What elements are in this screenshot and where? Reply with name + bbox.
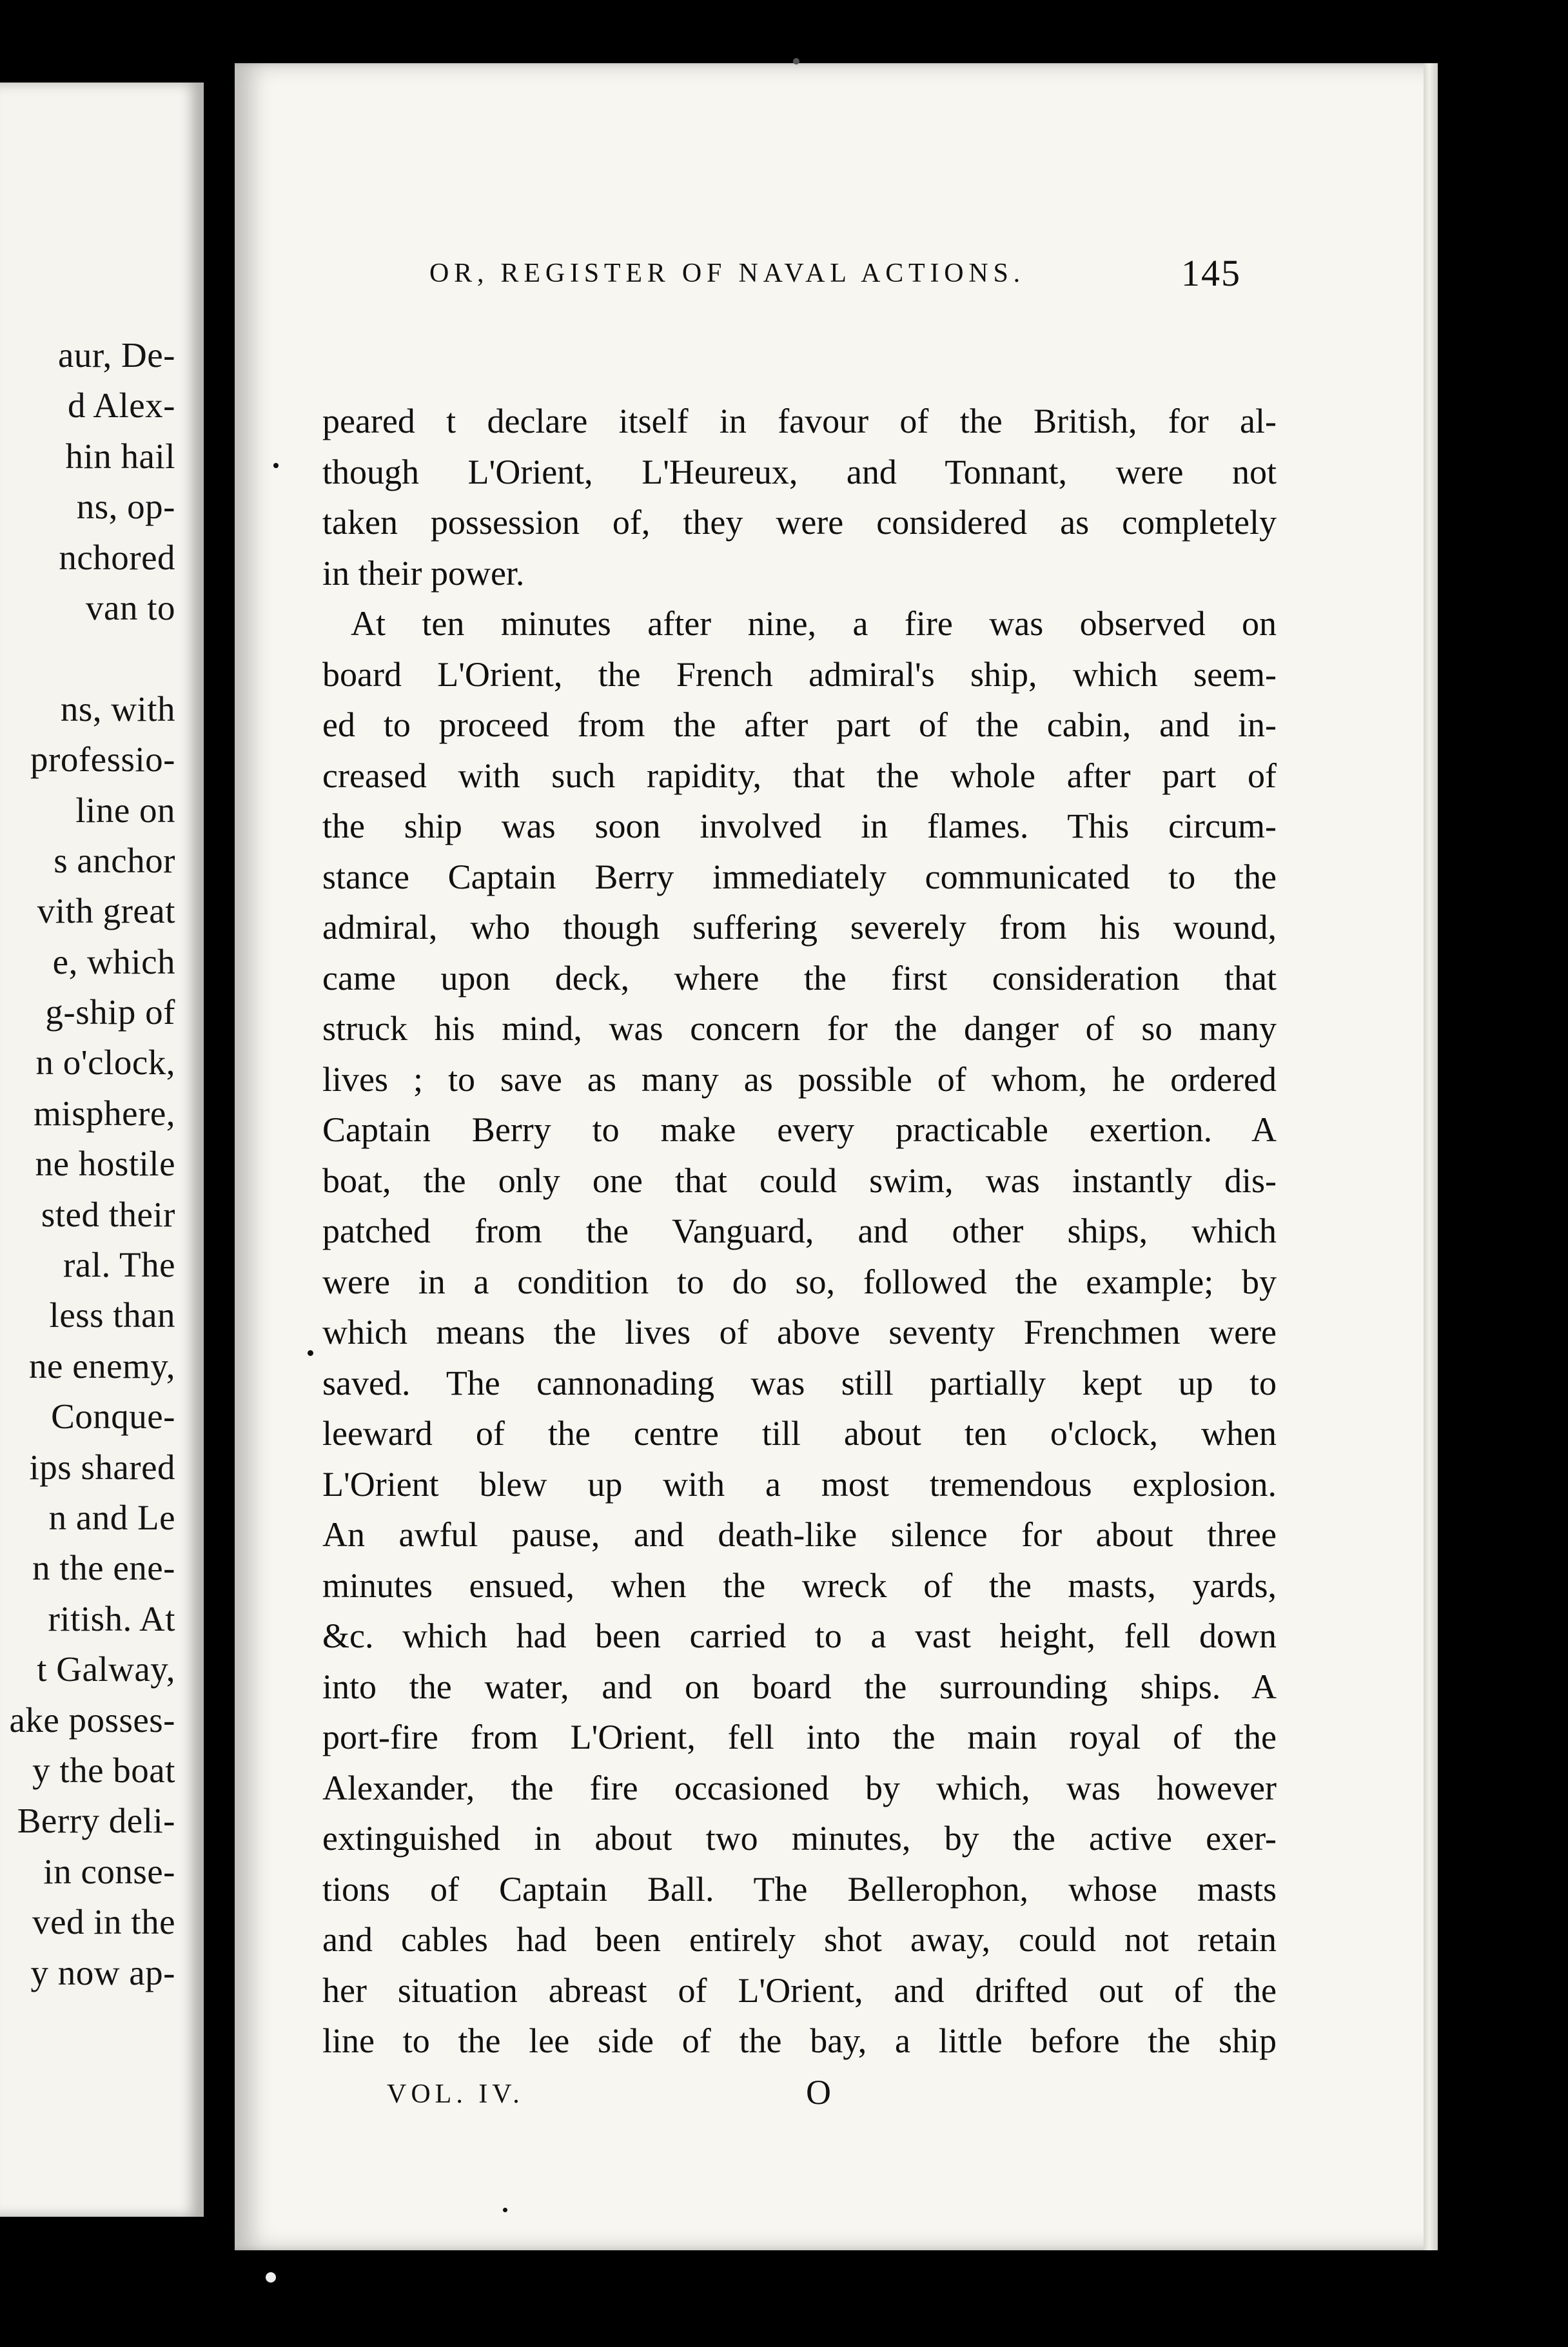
text-line: her situation abreast of L'Orient, and drifted out of the <box>322 1970 1277 2010</box>
text-line: the ship was soon involved in flames. This circum- <box>322 807 1277 845</box>
left-line: ips shared <box>29 1447 175 1487</box>
left-line: ved in the <box>32 1902 175 1942</box>
text-line: stance Captain Berry immediately communicated to the <box>322 857 1277 896</box>
text-line: struck his mind, was concern for the danger of so many <box>322 1009 1277 1048</box>
text-line: into the water, and on board the surrounding ships. A <box>322 1667 1277 1706</box>
ink-speck <box>503 2208 507 2212</box>
left-line: ns, op- <box>76 487 175 527</box>
text-line: which means the lives of above seventy Frenchmen were <box>322 1313 1277 1351</box>
text-line: board L'Orient, the French admiral's ship, which seem- <box>322 654 1277 694</box>
page-number: 145 <box>1181 252 1241 294</box>
left-line: Conque- <box>51 1397 175 1437</box>
left-line: n o'clock, <box>35 1043 175 1083</box>
running-head: OR, REGISTER OF NAVAL ACTIONS. <box>429 259 1025 288</box>
left-line: aur, De- <box>58 335 175 375</box>
ink-speck <box>308 1350 313 1356</box>
left-line: y the boat <box>32 1750 175 1790</box>
text-line: lives ; to save as many as possible of whom, he ordered <box>322 1059 1277 1099</box>
text-line: ed to proceed from the after part of the cabin, and in- <box>322 705 1277 744</box>
text-line: minutes ensued, when the wreck of the masts, yards, <box>322 1566 1277 1605</box>
signature-volume: VOL. IV. <box>387 2079 524 2109</box>
left-line: less than <box>49 1295 175 1335</box>
left-line: t Galway, <box>37 1649 175 1689</box>
text-line: boat, the only one that could swim, was instantly dis- <box>322 1161 1277 1200</box>
text-line: line to the lee side of the bay, a little before the ship <box>322 2021 1277 2060</box>
left-line: ns, with <box>60 689 175 729</box>
text-line: extinguished in about two minutes, by the active exer- <box>322 1819 1277 1858</box>
text-line: admiral, who though suffering severely from his wound, <box>322 908 1277 947</box>
left-line: ral. The <box>63 1245 175 1285</box>
text-line: Captain Berry to make every practicable exertion. A <box>322 1110 1277 1149</box>
text-line: leeward of the centre till about ten o'clock, when <box>322 1414 1277 1453</box>
text-line: came upon deck, where the first consideration that <box>322 958 1277 997</box>
text-line: though L'Orient, L'Heureux, and Tonnant, were not <box>322 452 1277 491</box>
text-line: &c. which had been carried to a vast height, fell down <box>322 1616 1277 1655</box>
body-text <box>322 396 1277 2067</box>
left-line: y now ap- <box>30 1952 175 1992</box>
left-line: d Alex- <box>68 386 175 426</box>
left-line: misphere, <box>34 1093 175 1133</box>
left-line <box>0 633 175 683</box>
left-line: ritish. At <box>48 1598 175 1638</box>
left-line: ne hostile <box>35 1144 175 1184</box>
text-line: peared t declare itself in favour of the British, for al- <box>322 402 1277 440</box>
text-line: and cables had been entirely shot away, could not retain <box>322 1920 1277 1959</box>
left-line: professio- <box>30 740 175 780</box>
left-line: s anchor <box>54 840 175 880</box>
left-page-text <box>0 330 175 1998</box>
text-line: were in a condition to do so, followed the example; by <box>322 1262 1277 1301</box>
text-line: in their power. <box>322 553 525 593</box>
left-line: hin hail <box>65 436 175 476</box>
left-line: n the ene- <box>32 1548 175 1588</box>
left-line: line on <box>75 790 175 830</box>
left-line: sted their <box>41 1194 175 1234</box>
text-line: port-fire from L'Orient, fell into the main royal of the <box>322 1718 1277 1756</box>
text-line: Alexander, the fire occasioned by which, was however <box>322 1768 1277 1807</box>
left-line: in conse- <box>43 1851 175 1891</box>
left-line: ne enemy, <box>29 1346 175 1386</box>
left-line: van to <box>86 587 175 627</box>
text-line: L'Orient blew up with a most tremendous explosion. <box>322 1464 1277 1504</box>
text-line: tions of Captain Ball. The Bellerophon, whose masts <box>322 1869 1277 1909</box>
left-page <box>0 83 204 2217</box>
ink-speck <box>273 463 279 468</box>
page-edge <box>1424 63 1438 2250</box>
left-line: nchored <box>59 537 175 577</box>
text-line: taken possession of, they were considered as completely <box>322 503 1277 542</box>
ink-speck <box>793 58 799 64</box>
ink-speck <box>266 2272 276 2283</box>
left-line: ake posses- <box>9 1700 175 1740</box>
left-line: Berry deli- <box>17 1801 175 1841</box>
text-line: creased with such rapidity, that the whole after part of <box>322 756 1277 795</box>
page-gutter <box>204 0 235 2347</box>
left-line: e, which <box>52 941 175 981</box>
left-line: n and Le <box>48 1497 175 1537</box>
text-line: At ten minutes after nine, a fire was observed on <box>351 604 1277 643</box>
main-page <box>235 63 1438 2250</box>
left-line: g-ship of <box>45 992 175 1032</box>
text-line: saved. The cannonading was still partially kept up to <box>322 1363 1277 1402</box>
signature-mark: O <box>806 2073 831 2112</box>
text-line: patched from the Vanguard, and other ships, which <box>322 1212 1277 1250</box>
text-line: An awful pause, and death-like silence for about three <box>322 1515 1277 1554</box>
left-line: vith great <box>37 891 175 931</box>
